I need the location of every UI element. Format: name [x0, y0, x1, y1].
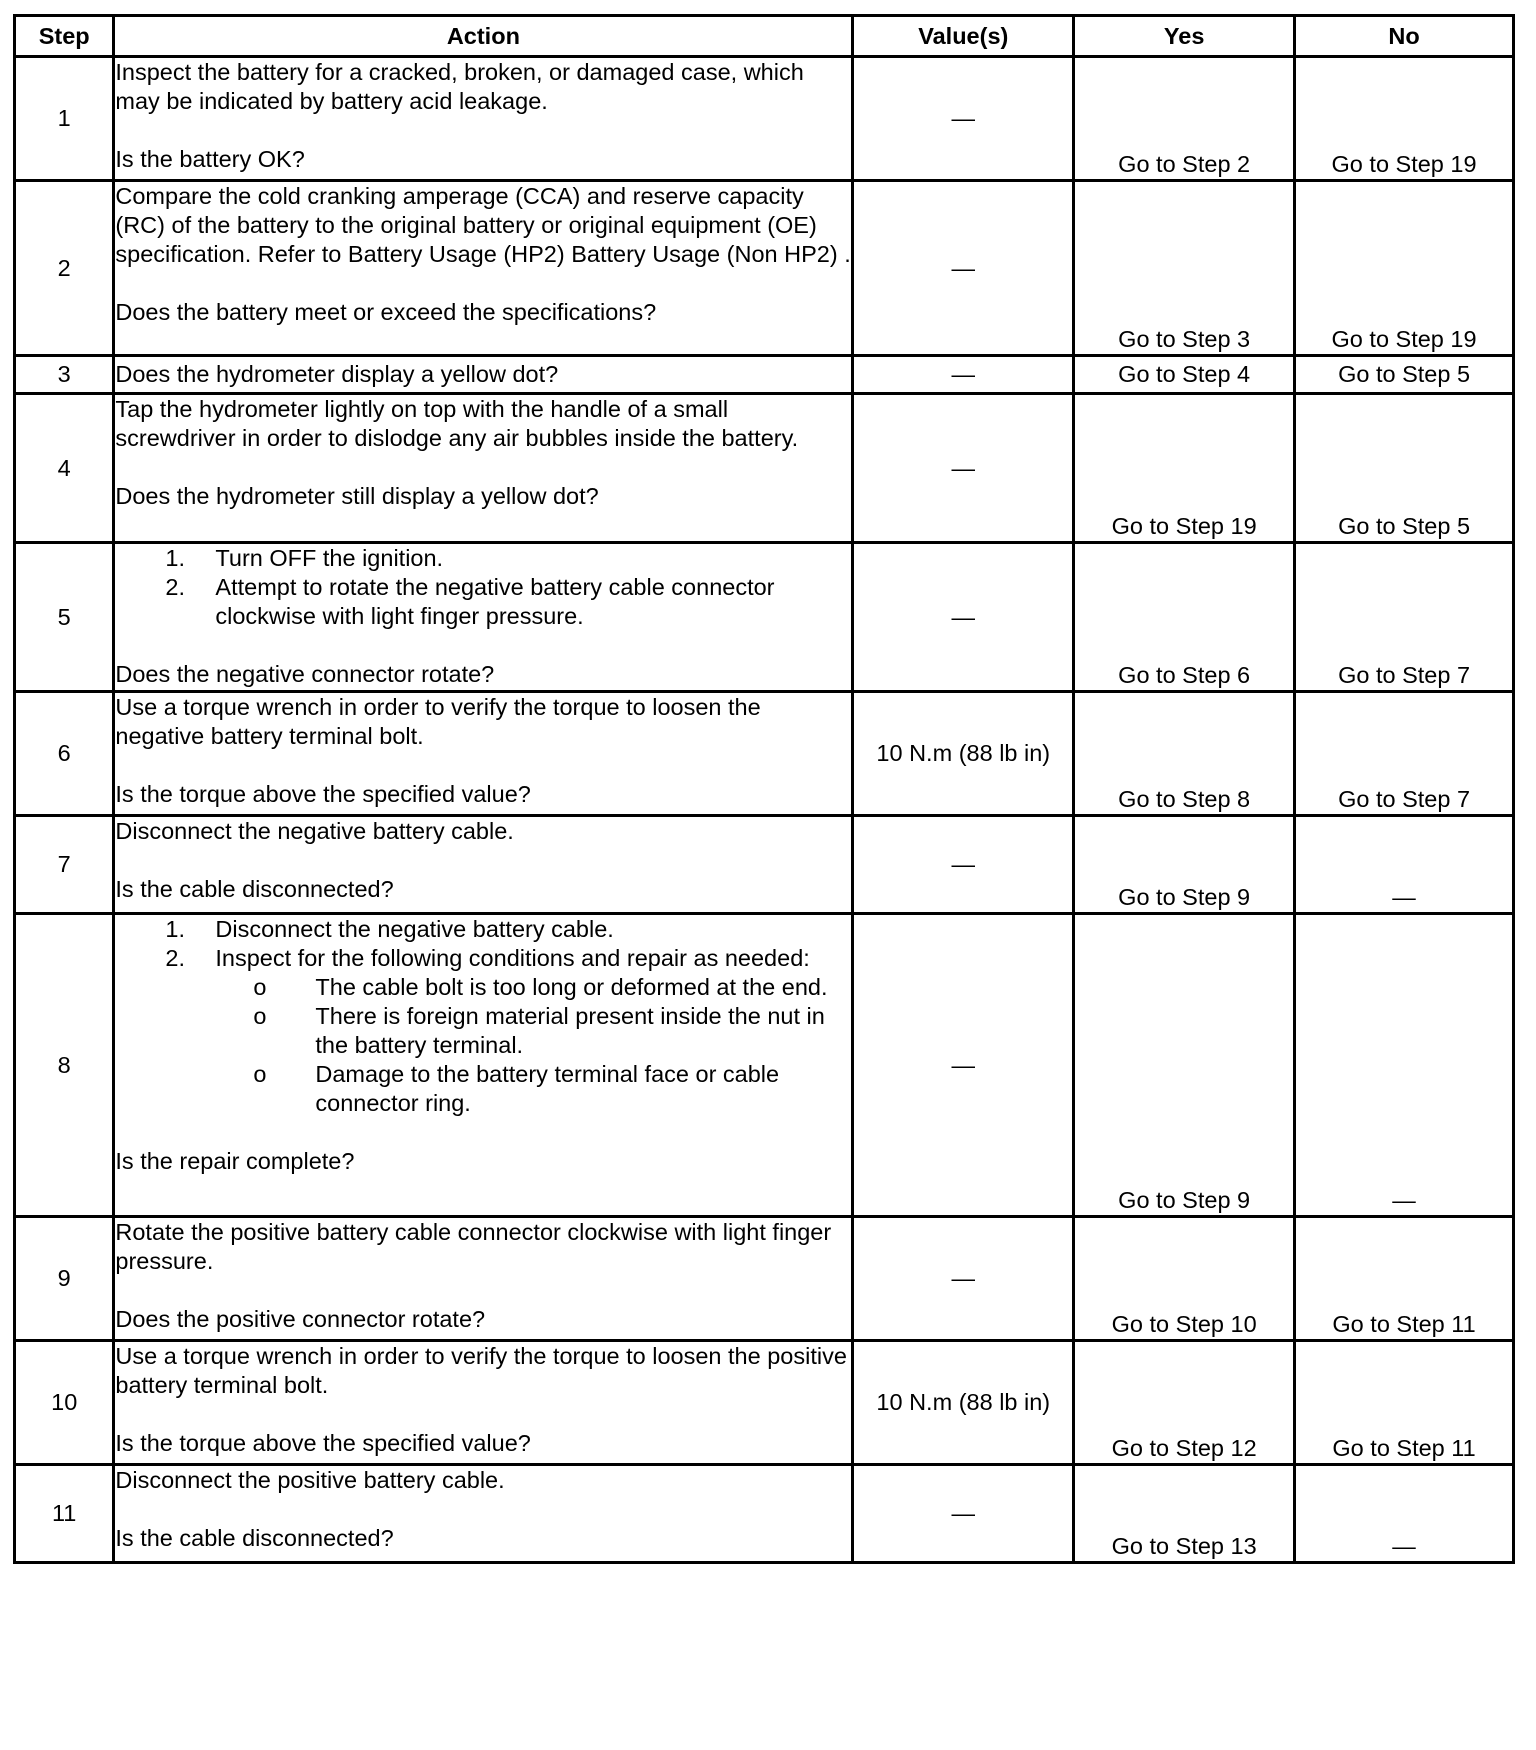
no-cell: Go to Step 11	[1295, 1341, 1514, 1465]
header-yes: Yes	[1074, 16, 1295, 57]
table-row	[15, 1341, 1514, 1465]
action-text: Inspect the battery for a cracked, broken, or damaged case, which may be indicated by battery acid leakage.	[115, 59, 804, 114]
table-row	[15, 1217, 1514, 1341]
no-cell: Go to Step 19	[1295, 57, 1514, 181]
no-cell: —	[1295, 1465, 1514, 1563]
action-question: Is the cable disconnected?	[115, 876, 394, 902]
yes-cell: Go to Step 2	[1074, 57, 1295, 181]
step-number: 6	[15, 692, 114, 816]
value-cell: —	[853, 543, 1074, 692]
yes-cell: Go to Step 9	[1074, 816, 1295, 914]
no-cell: —	[1295, 914, 1514, 1217]
no-cell: —	[1295, 816, 1514, 914]
header-values: Value(s)	[853, 16, 1074, 57]
action-text: Use a torque wrench in order to verify the torque to loosen the negative battery terminal bolt.	[115, 694, 761, 749]
value-cell: 10 N.m (88 lb in)	[853, 1341, 1074, 1465]
step-number: 1	[15, 57, 114, 181]
header-no: No	[1295, 16, 1514, 57]
step-number: 10	[15, 1341, 114, 1465]
action-question: Is the torque above the specified value?	[115, 1430, 531, 1456]
value-cell: —	[853, 914, 1074, 1217]
table-row	[15, 543, 1514, 692]
action-question: Does the positive connector rotate?	[115, 1306, 486, 1332]
action-cell	[114, 543, 853, 692]
step-number: 7	[15, 816, 114, 914]
table-row	[15, 1465, 1514, 1563]
step-number: 9	[15, 1217, 114, 1341]
numbered-list	[115, 544, 851, 631]
action-cell	[114, 1341, 853, 1465]
list-item: 1. Disconnect the negative battery cable.	[165, 916, 614, 942]
value-cell: —	[853, 1465, 1074, 1563]
step-number: 5	[15, 543, 114, 692]
action-cell	[114, 1465, 853, 1563]
action-cell	[114, 181, 853, 356]
table-row	[15, 914, 1514, 1217]
action-text: Rotate the positive battery cable connector clockwise with light finger pressure.	[115, 1219, 832, 1274]
step-number: 8	[15, 914, 114, 1217]
step-number: 2	[15, 181, 114, 356]
table-row	[15, 57, 1514, 181]
list-item: 1. Turn OFF the ignition.	[165, 545, 444, 571]
yes-cell: Go to Step 3	[1074, 181, 1295, 356]
action-cell	[114, 914, 853, 1217]
step-number: 4	[15, 394, 114, 543]
no-cell: Go to Step 19	[1295, 181, 1514, 356]
diagnostic-table	[13, 14, 1515, 1564]
bullet-list	[215, 973, 851, 1118]
header-action: Action	[114, 16, 853, 57]
action-text: Disconnect the negative battery cable.	[115, 818, 514, 844]
value-cell: —	[853, 356, 1074, 394]
action-cell	[114, 816, 853, 914]
table-row	[15, 181, 1514, 356]
table-row	[15, 356, 1514, 394]
no-cell: Go to Step 7	[1295, 543, 1514, 692]
action-question: Does the negative connector rotate?	[115, 661, 495, 687]
action-cell	[114, 1217, 853, 1341]
action-cell	[114, 356, 853, 394]
header-step: Step	[15, 16, 114, 57]
yes-cell: Go to Step 10	[1074, 1217, 1295, 1341]
list-item: o The cable bolt is too long or deformed at the end.	[253, 974, 828, 1000]
yes-cell: Go to Step 4	[1074, 356, 1295, 394]
list-item: o There is foreign material present inside the nut in the battery terminal.	[253, 1003, 825, 1058]
step-number: 11	[15, 1465, 114, 1563]
no-cell: Go to Step 5	[1295, 356, 1514, 394]
table-row	[15, 816, 1514, 914]
value-cell: —	[853, 394, 1074, 543]
action-question: Is the cable disconnected?	[115, 1525, 394, 1551]
action-question: Is the repair complete?	[115, 1148, 355, 1174]
yes-cell: Go to Step 13	[1074, 1465, 1295, 1563]
numbered-list	[115, 915, 851, 1118]
yes-cell: Go to Step 12	[1074, 1341, 1295, 1465]
action-question: Is the battery OK?	[115, 146, 305, 172]
value-cell: —	[853, 1217, 1074, 1341]
list-item: o Damage to the battery terminal face or cable connector ring.	[253, 1061, 780, 1116]
action-text: Use a torque wrench in order to verify the torque to loosen the positive battery terminal bolt.	[115, 1343, 847, 1398]
header-row	[15, 16, 1514, 57]
yes-cell: Go to Step 8	[1074, 692, 1295, 816]
action-cell	[114, 692, 853, 816]
no-cell: Go to Step 7	[1295, 692, 1514, 816]
value-cell: —	[853, 57, 1074, 181]
action-question: Does the hydrometer display a yellow dot?	[115, 361, 559, 387]
table-row	[15, 394, 1514, 543]
value-cell: —	[853, 181, 1074, 356]
step-number: 3	[15, 356, 114, 394]
action-question: Does the battery meet or exceed the specifications?	[115, 299, 657, 325]
yes-cell: Go to Step 6	[1074, 543, 1295, 692]
action-text: Disconnect the positive battery cable.	[115, 1467, 505, 1493]
value-cell: 10 N.m (88 lb in)	[853, 692, 1074, 816]
action-cell	[114, 394, 853, 543]
action-question: Does the hydrometer still display a yellow dot?	[115, 483, 599, 509]
value-cell: —	[853, 816, 1074, 914]
yes-cell: Go to Step 9	[1074, 914, 1295, 1217]
action-text: Compare the cold cranking amperage (CCA) and reserve capacity (RC) of the battery to the original battery or original equipment (OE) specification. Refer to Battery Usage (HP2) Battery Usage (Non HP2) .	[115, 183, 851, 267]
action-question: Is the torque above the specified value?	[115, 781, 531, 807]
no-cell: Go to Step 5	[1295, 394, 1514, 543]
action-text: Tap the hydrometer lightly on top with the handle of a small screwdriver in order to dislodge any air bubbles inside the battery.	[115, 396, 799, 451]
list-item: 2. Inspect for the following conditions and repair as needed: o The cable bolt is too long or deformed at the end. o There is foreign material present inside the nut in the battery terminal. o Damage to the battery terminal face or cable connector ring.	[115, 944, 851, 1118]
action-cell	[114, 57, 853, 181]
no-cell: Go to Step 11	[1295, 1217, 1514, 1341]
yes-cell: Go to Step 19	[1074, 394, 1295, 543]
list-item: 2. Attempt to rotate the negative battery cable connector clockwise with light finger pressure.	[165, 574, 775, 629]
table-row	[15, 692, 1514, 816]
